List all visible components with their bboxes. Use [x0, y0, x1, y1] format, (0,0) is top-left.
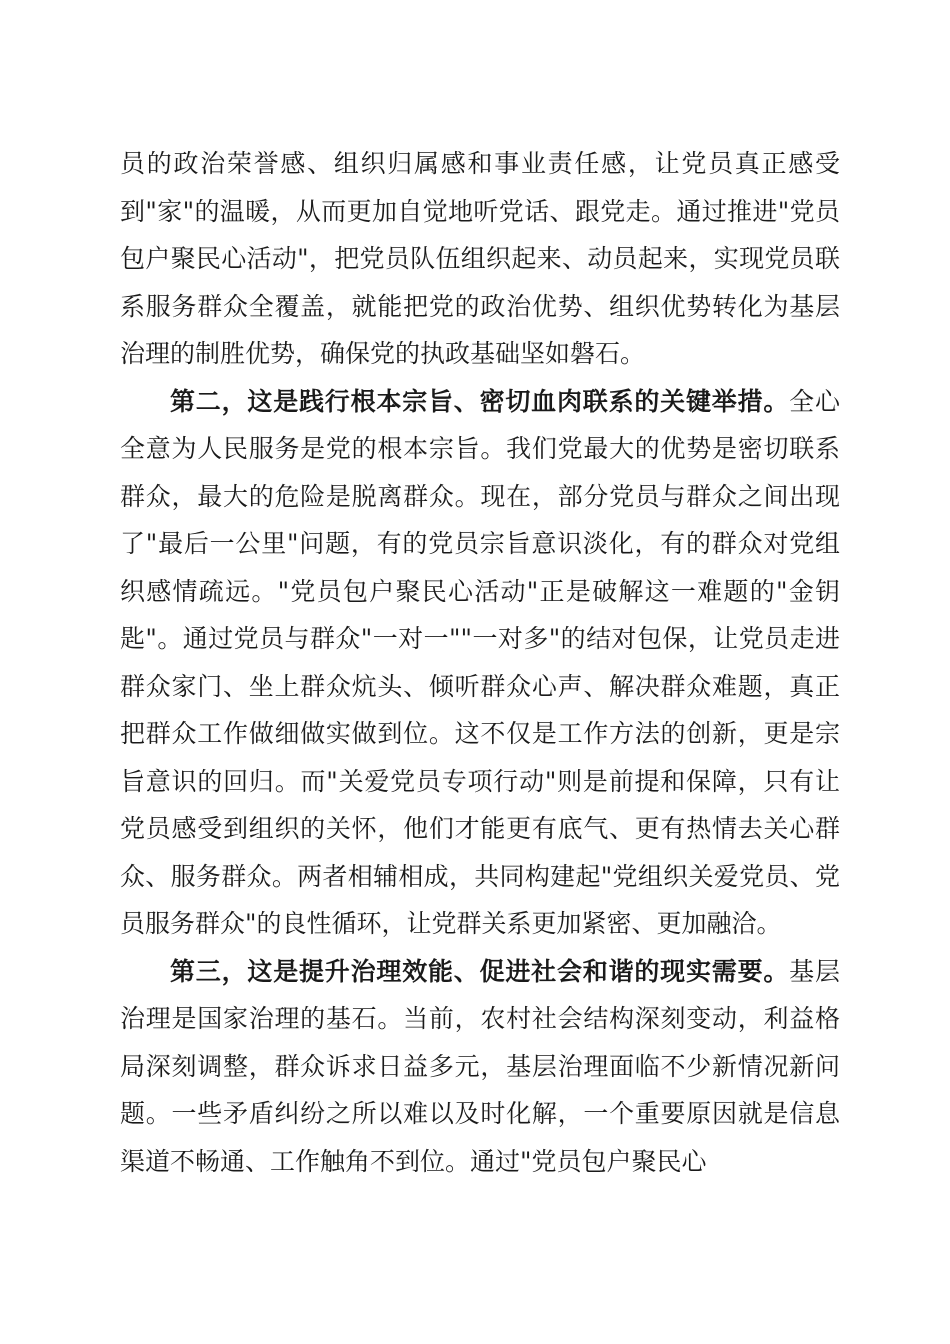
document-body	[120, 140, 840, 1185]
paragraph-body: 全心全意为人民服务是党的根本宗旨。我们党最大的优势是密切联系群众，最大的危险是脱离群众。现在，部分党员与群众之间出现了"最后一公里"问题，有的党员宗旨意识淡化，有的群众对党组织感情疏远。"党员包户聚民心活动"正是破解这一难题的"金钥匙"。通过党员与群众"一对一""一对多"的结对包保，让党员走进群众家门、坐上群众炕头、倾听群众心声、解决群众难题，真正把群众工作做细做实做到位。这不仅是工作方法的创新，更是宗旨意识的回归。而"关爱党员专项行动"则是前提和保障，只有让党员感受到组织的关怀，他们才能更有底气、更有热情去关心群众、服务群众。两者相辅相成，共同构建起"党组织关爱党员、党员服务群众"的良性循环，让党群关系更加紧密、更加融洽。	[120, 386, 840, 938]
paragraph-heading: 第三，这是提升治理效能、促进社会和谐的现实需要。	[170, 956, 790, 986]
paragraph-body: 员的政治荣誉感、组织归属感和事业责任感，让党员真正感受到"家"的温暖，从而更加自觉地听党话、跟党走。通过推进"党员包户聚民心活动"，把党员队伍组织起来、动员起来，实现党员联系服务群众全覆盖，就能把党的政治优势、组织优势转化为基层治理的制胜优势，确保党的执政基础坚如磐石。	[120, 149, 840, 368]
paragraph-second-point	[120, 378, 840, 948]
paragraph-heading: 第二，这是践行根本宗旨、密切血肉联系的关键举措。	[170, 386, 790, 416]
paragraph-third-point	[120, 948, 840, 1186]
paragraph-continuation	[120, 140, 840, 378]
paragraph-body: 基层治理是国家治理的基石。当前，农村社会结构深刻变动，利益格局深刻调整，群众诉求日益多元，基层治理面临不少新情况新问题。一些矛盾纠纷之所以难以及时化解，一个重要原因就是信息渠道不畅通、工作触角不到位。通过"党员包户聚民心	[120, 956, 840, 1176]
